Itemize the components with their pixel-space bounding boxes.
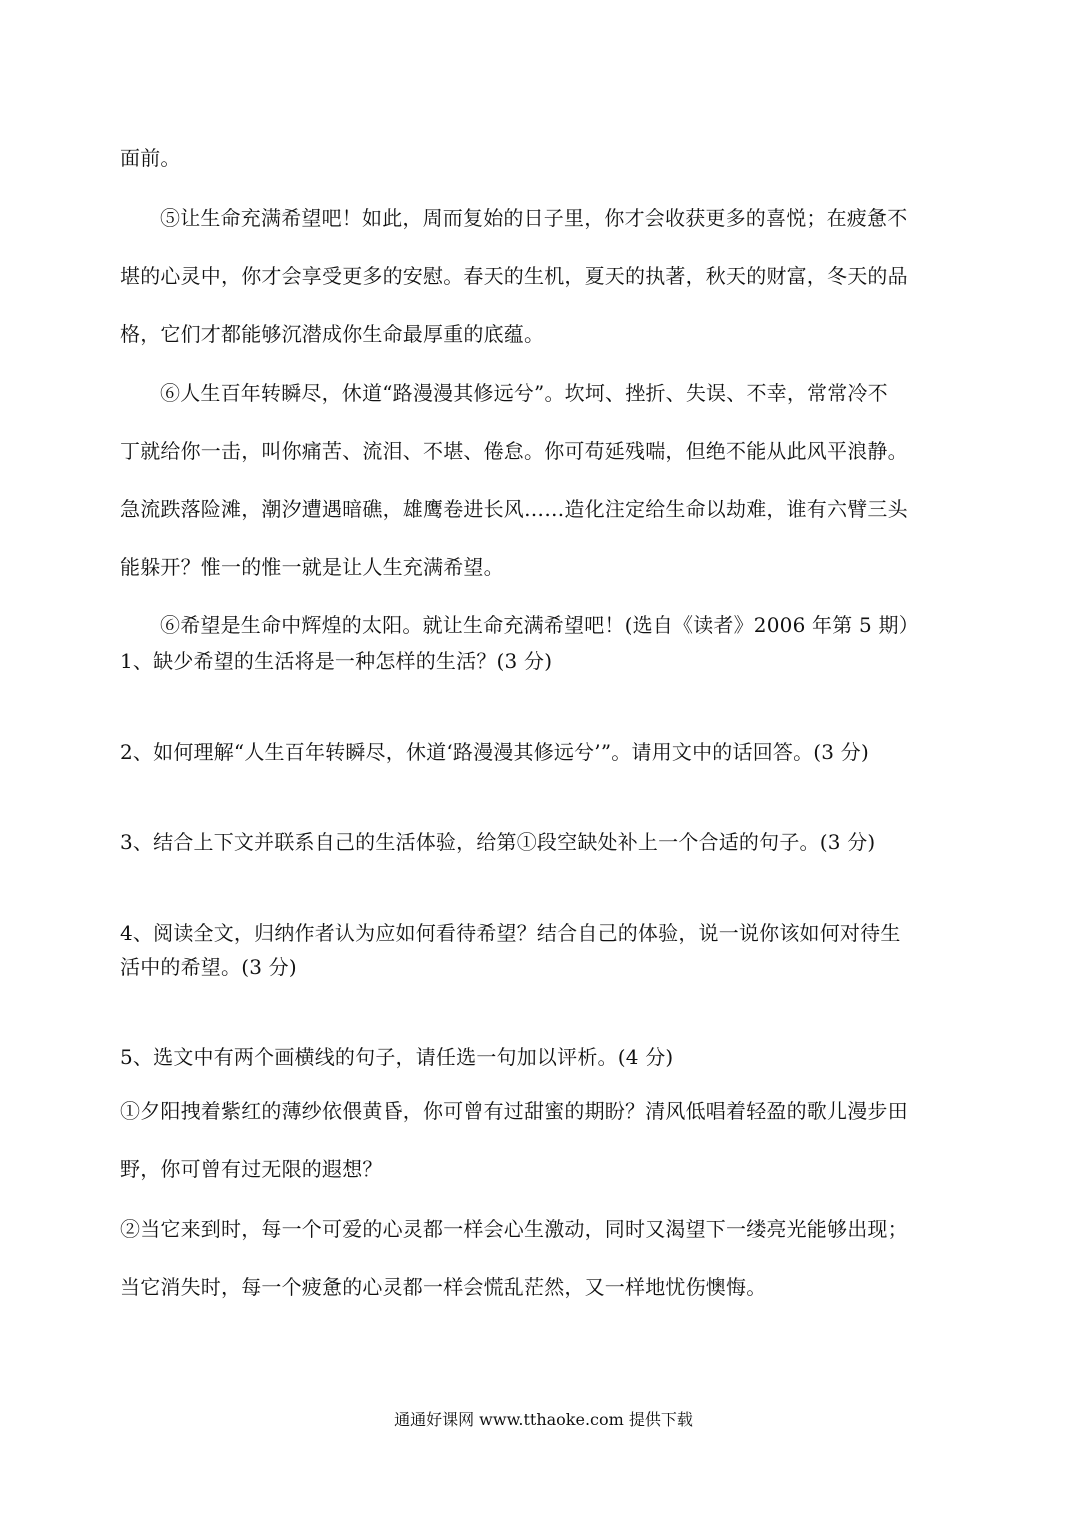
sentence-2-line: 当它消失时，每一个疲惫的心灵都一样会慌乱茫然，又一样地忧伤懊悔。	[120, 1275, 767, 1299]
passage-paragraph-7: ⑥希望是生命中辉煌的太阳。就让生命充满希望吧！(选自《读者》2006 年第 5 期）	[160, 613, 919, 637]
sentence-2-line: ②当它来到时，每一个可爱的心灵都一样会心生激动，同时又渴望下一缕亮光能够出现；	[120, 1217, 908, 1241]
question-5: 5、选文中有两个画横线的句子，请任选一句加以评析。(4 分)	[120, 1045, 674, 1069]
page-footer: 通通好课网 www.tthaoke.com 提供下载	[394, 1410, 693, 1429]
passage-paragraph-6-line: 能躲开？惟一的惟一就是让人生充满希望。	[120, 555, 504, 579]
passage-paragraph-4-end: 面前。	[120, 146, 181, 170]
passage-paragraph-5-line: 格，它们才都能够沉潜成你生命最厚重的底蕴。	[120, 322, 545, 346]
question-4-line: 4、阅读全文，归纳作者认为应如何看待希望？结合自己的体验，说一说你该如何对待生	[120, 921, 901, 945]
question-1: 1、缺少希望的生活将是一种怎样的生活？(3 分)	[120, 649, 553, 673]
sentence-1-line: ①夕阳拽着紫红的薄纱依偎黄昏，你可曾有过甜蜜的期盼？清风低唱着轻盈的歌儿漫步田	[120, 1099, 908, 1123]
passage-paragraph-6-line: 急流跌落险滩，潮汐遭遇暗礁，雄鹰卷进长风……造化注定给生命以劫难，谁有六臂三头	[120, 497, 908, 521]
question-2: 2、如何理解“人生百年转瞬尽，休道‘路漫漫其修远兮’”。请用文中的话回答。(3 分)	[120, 740, 869, 764]
question-3: 3、结合上下文并联系自己的生活体验，给第①段空缺处补上一个合适的句子。(3 分)	[120, 830, 876, 854]
question-4-line: 活中的希望。(3 分)	[120, 955, 297, 979]
sentence-1-line: 野，你可曾有过无限的遐想？	[120, 1157, 383, 1181]
passage-paragraph-5-line: ⑤让生命充满希望吧！如此，周而复始的日子里，你才会收获更多的喜悦；在疲惫不	[160, 206, 908, 230]
passage-paragraph-6-line: 丁就给你一击，叫你痛苦、流泪、不堪、倦怠。你可苟延残喘，但绝不能从此风平浪静。	[120, 439, 908, 463]
passage-paragraph-6-line: ⑥人生百年转瞬尽，休道“路漫漫其修远兮”。坎坷、挫折、失误、不幸，常常冷不	[160, 381, 888, 405]
passage-paragraph-5-line: 堪的心灵中，你才会享受更多的安慰。春天的生机，夏天的执著，秋天的财富，冬天的品	[120, 264, 908, 288]
